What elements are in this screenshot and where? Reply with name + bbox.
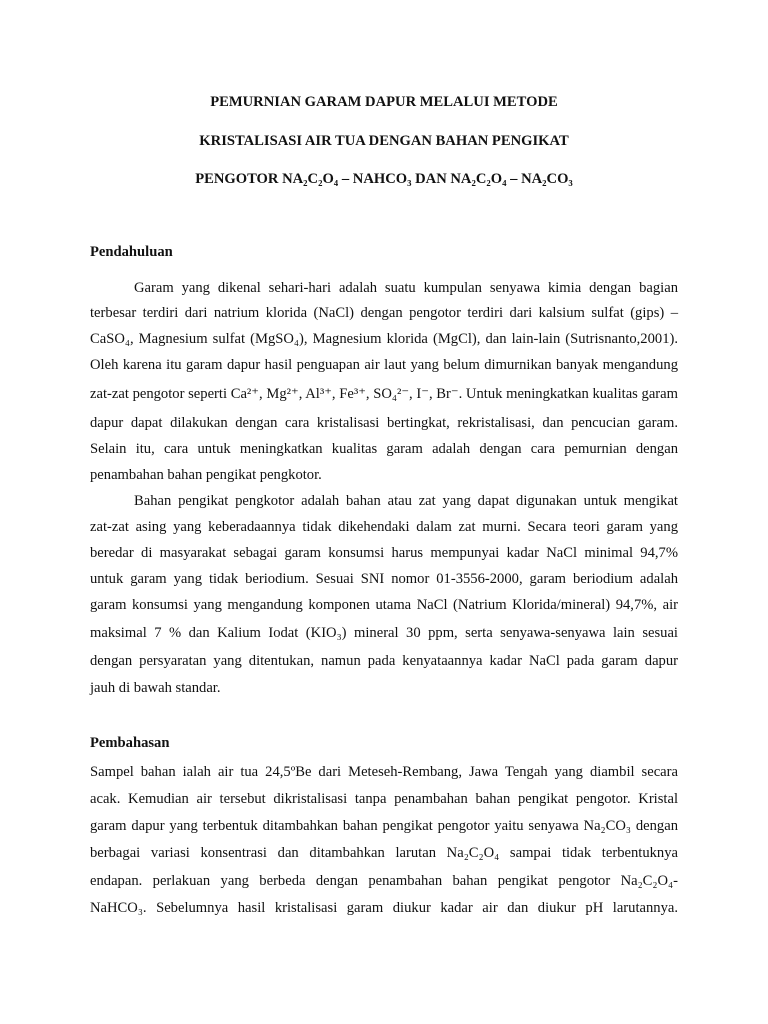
section-heading-pembahasan: Pembahasan: [90, 735, 170, 751]
paragraph-line: jauh di bawah standar.: [90, 680, 221, 696]
section-heading-pendahuluan: Pendahuluan: [90, 244, 173, 260]
paragraph-line: untuk garam yang tidak beriodium. Sesuai SNI nomor 01-3556-2000, garam beriodium adalah: [90, 571, 678, 587]
paragraph-line: terbesar terdiri dari natrium klorida (NaCl) dengan pengotor terdiri dari kalsium sulfat (gips) –: [90, 305, 678, 321]
paragraph-line: endapan. perlakuan yang berbeda dengan penambahan bahan pengikat pengotor Na₂C₂O₄-: [90, 873, 678, 889]
paragraph-line: NaHCO₃. Sebelumnya hasil kristalisasi garam diukur kadar air dan diukur pH larutannya.: [90, 900, 678, 916]
paragraph-line: garam dapur yang terbentuk ditambahkan bahan pengikat pengotor yaitu senyawa Na₂CO₃ dengan: [90, 818, 678, 834]
paragraph-line: zat-zat pengotor seperti Ca²⁺, Mg²⁺, Al³⁺, Fe³⁺, SO₄²⁻, I⁻, Br⁻. Untuk meningkatkan kualitas garam: [90, 386, 678, 402]
paragraph-line: Bahan pengikat pengkotor adalah bahan atau zat yang dapat digunakan untuk mengikat: [134, 493, 678, 509]
paragraph-line: penambahan bahan pengikat pengkotor.: [90, 467, 322, 483]
paragraph-line: Garam yang dikenal sehari-hari adalah suatu kumpulan senyawa kimia dengan bagian: [134, 280, 678, 296]
document-title-line-2: KRISTALISASI AIR TUA DENGAN BAHAN PENGIKAT: [199, 133, 569, 149]
paragraph-line: CaSO₄, Magnesium sulfat (MgSO₄), Magnesium klorida (MgCl), dan lain-lain (Sutrisnanto,2001).: [90, 331, 678, 347]
paragraph-line: acak. Kemudian air tersebut dikristalisasi tanpa penambahan bahan pengikat pengotor. Kristal: [90, 791, 678, 807]
document-title-line-3: PENGOTOR NA₂C₂O₄ – NAHCO₃ DAN NA₂C₂O₄ – NA₂CO₃: [195, 171, 573, 187]
paragraph-line: beredar di masyarakat sebagai garam konsumsi harus mempunyai kadar NaCl minimal 94,7%: [90, 545, 678, 561]
paragraph-line: dengan persyaratan yang ditentukan, namun pada kenyataannya kadar NaCl pada garam dapur: [90, 653, 678, 669]
paragraph-line: dapur dapat dilakukan dengan cara kristalisasi bertingkat, rekristalisasi, dan pencucian garam.: [90, 415, 678, 431]
paragraph-line: berbagai variasi konsentrasi dan ditambahkan larutan Na₂C₂O₄ sampai tidak terbentuknya: [90, 845, 678, 861]
paragraph-line: maksimal 7 % dan Kalium Iodat (KIO₃) mineral 30 ppm, serta senyawa-senyawa lain sesuai: [90, 625, 678, 641]
paragraph-line: garam konsumsi yang mengandung komponen utama NaCl (Natrium Klorida/mineral) 94,7%, air: [90, 597, 678, 613]
paragraph-line: Selain itu, cara untuk meningkatkan kualitas garam adalah dengan cara pemurnian dengan: [90, 441, 678, 457]
paragraph-line: zat-zat asing yang keberadaannya tidak dikehendaki dalam zat murni. Secara teori garam yang: [90, 519, 678, 535]
paragraph-line: Oleh karena itu garam dapur hasil penguapan air laut yang belum dimurnikan banyak mengandung: [90, 357, 678, 373]
paragraph-line: Sampel bahan ialah air tua 24,5ºBe dari Meteseh-Rembang, Jawa Tengah yang diambil secara: [90, 764, 678, 780]
document-title-line-1: PEMURNIAN GARAM DAPUR MELALUI METODE: [210, 94, 558, 110]
